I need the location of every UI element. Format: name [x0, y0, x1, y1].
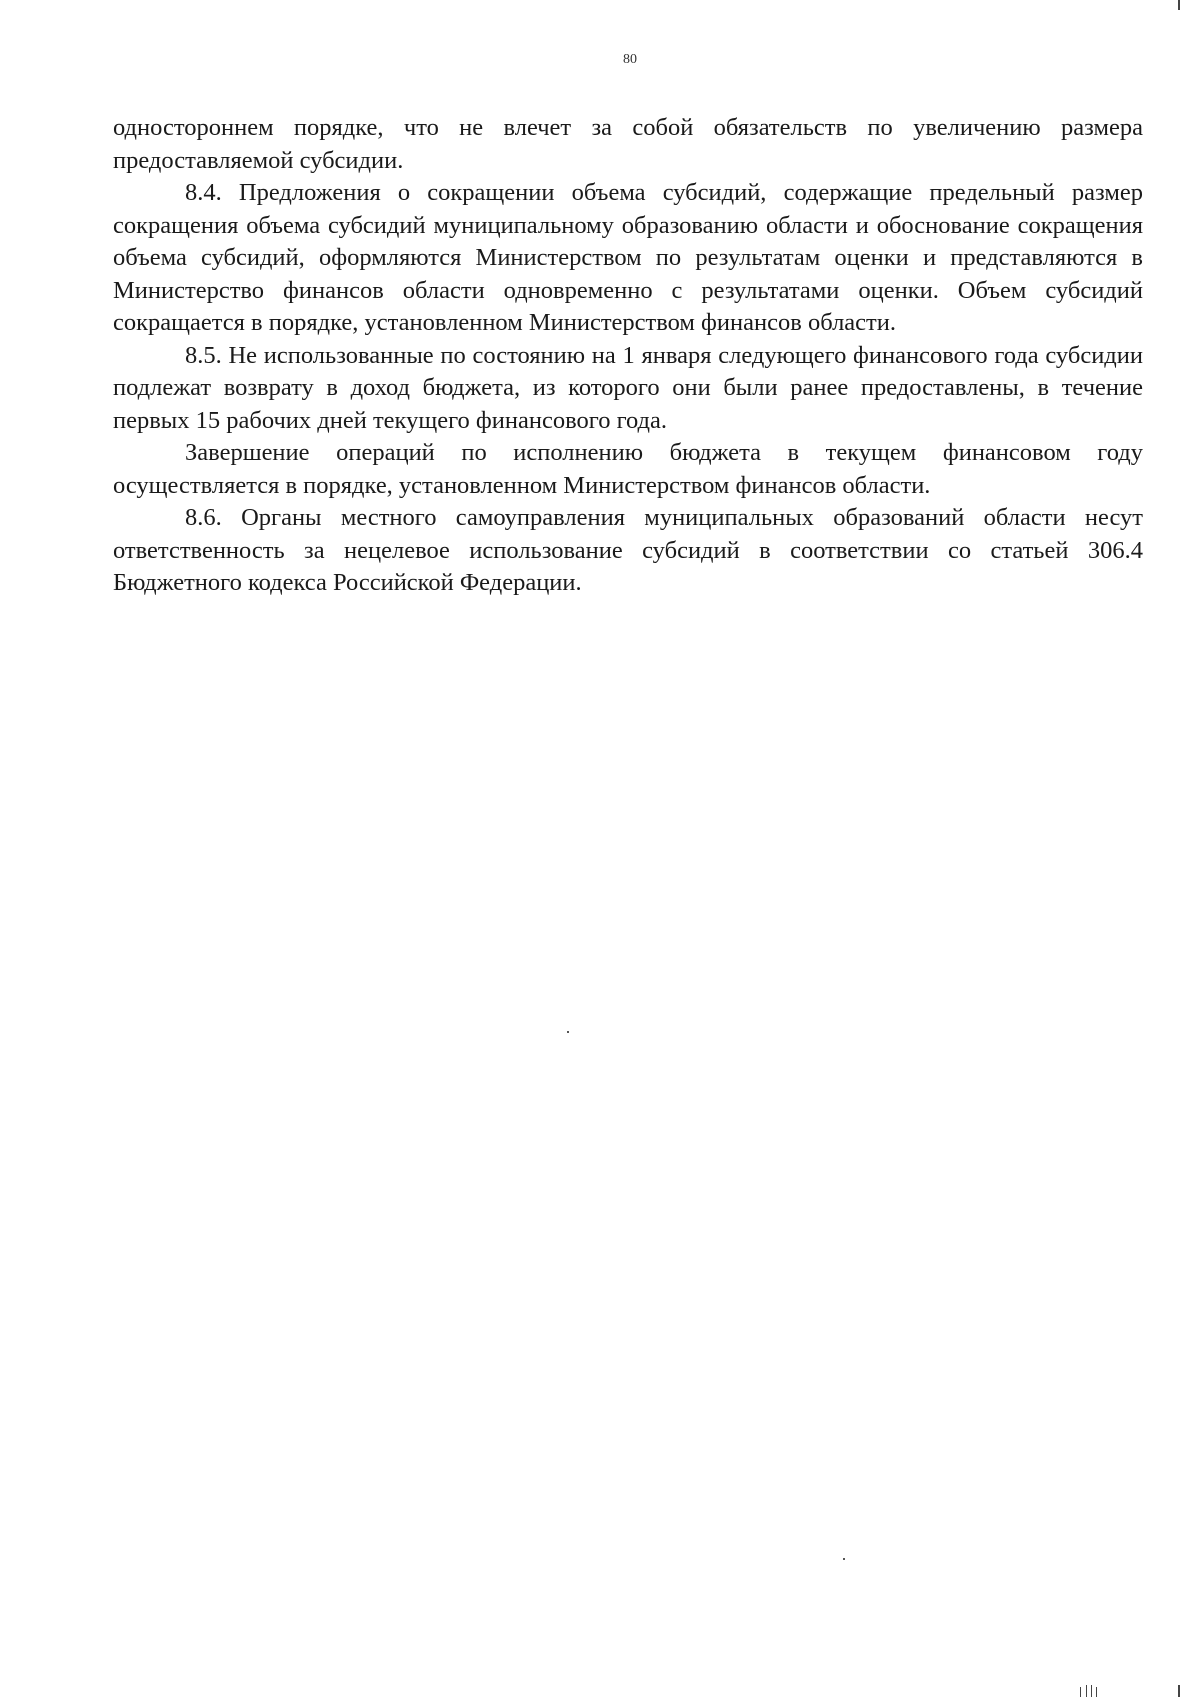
scan-speck [567, 1031, 569, 1033]
scan-edge-mark [1096, 1687, 1097, 1697]
paragraph-8-5: 8.5. Не использованные по состоянию на 1 января следующего финансового года субсидии подлежат возврату в доход бюджета, из которого они были ранее предоставлены, в течение первых 15 рабочих дней текущего финансового года. [113, 341, 1143, 434]
document-body [113, 112, 1143, 600]
paragraph-budget-completion: Завершение операций по исполнению бюджета в текущем финансовом году осуществляется в порядке, установленном Министерством финансов области. [113, 439, 1143, 499]
scan-edge-mark [1080, 1687, 1081, 1697]
page-number: 80 [623, 52, 637, 67]
paragraph-continuation: одностороннем порядке, что не влечет за собой обязательств по увеличению размера предоставляемой субсидии. [113, 114, 1143, 174]
scan-edge-mark [1178, 0, 1180, 10]
scan-speck [843, 1558, 845, 1560]
scan-edge-mark [1178, 1685, 1180, 1697]
scan-edge-mark [1086, 1685, 1087, 1697]
paragraph-8-4: 8.4. Предложения о сокращении объема субсидий, содержащие предельный размер сокращения объема субсидий муниципальному образованию области и обоснование сокращения объема субсидий, оформляются Министерством по результатам оценки и представляются в Министерство финансов области одновременно с результатами оценки. Объем субсидий сокращается в порядке, установленном Министерством финансов области. [113, 179, 1143, 336]
scan-edge-mark [1091, 1685, 1092, 1697]
paragraph-8-6: 8.6. Органы местного самоуправления муниципальных образований области несут ответственность за нецелевое использование субсидий в соответствии со статьей 306.4 Бюджетного кодекса Российской Федерации. [113, 504, 1143, 596]
